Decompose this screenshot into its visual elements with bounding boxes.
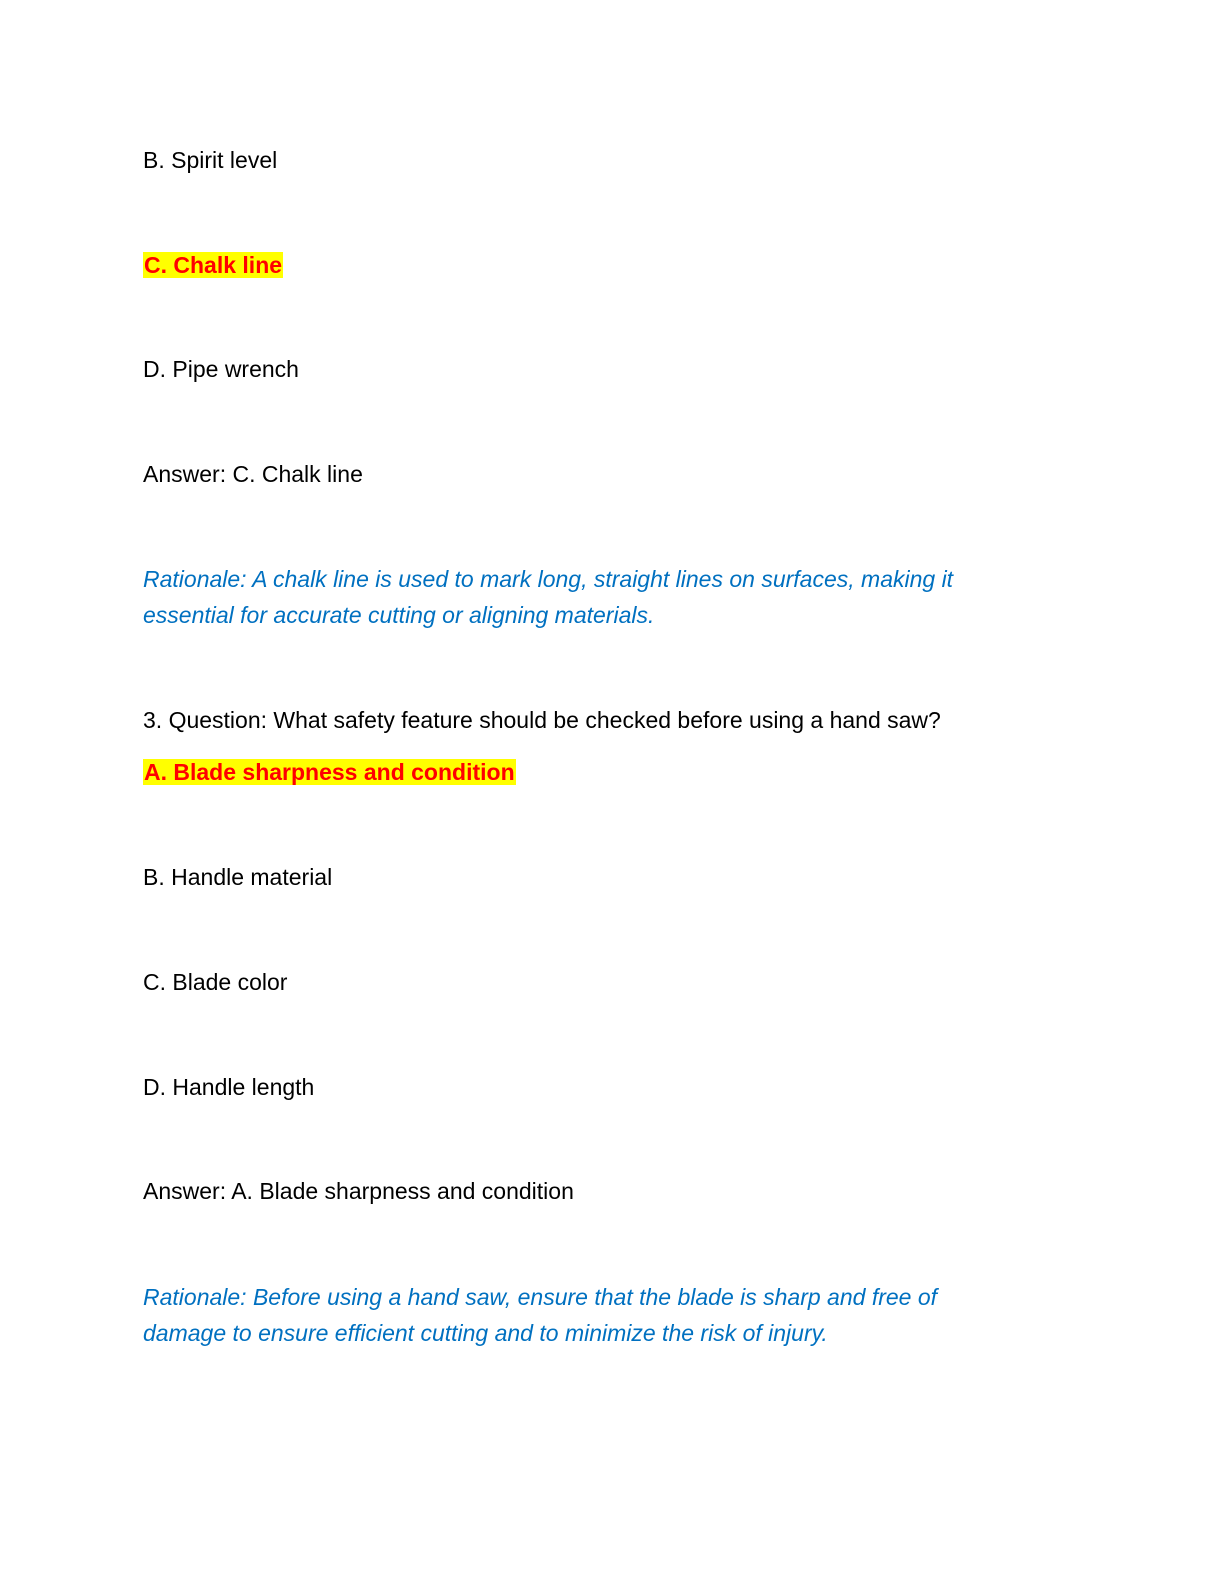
q2-option-d-text: D. Pipe wrench bbox=[143, 356, 299, 382]
q3-rationale-line-1: Rationale: Before using a hand saw, ensure that the blade is sharp and free of bbox=[143, 1284, 938, 1310]
q2-rationale-line-2: essential for accurate cutting or aligning materials. bbox=[143, 602, 655, 628]
q3-answer bbox=[143, 1173, 574, 1209]
q3-option-c-text: C. Blade color bbox=[143, 969, 288, 995]
q2-answer bbox=[143, 456, 363, 492]
q2-rationale-line-1: Rationale: A chalk line is used to mark long, straight lines on surfaces, making it bbox=[143, 566, 954, 592]
q2-rationale bbox=[143, 561, 1063, 633]
q3-highlighted-correct-option: A. Blade sharpness and condition bbox=[144, 759, 515, 785]
q2-answer-text: Answer: C. Chalk line bbox=[143, 461, 363, 487]
q3-option-b bbox=[143, 859, 332, 895]
q3-rationale bbox=[143, 1279, 1063, 1351]
q2-highlighted-correct-option: C. Chalk line bbox=[144, 252, 283, 278]
q3-option-d bbox=[143, 1069, 314, 1105]
q2-option-d bbox=[143, 351, 299, 387]
q3-question bbox=[143, 702, 941, 738]
q3-option-a-correct bbox=[143, 754, 516, 790]
q3-question-text: 3. Question: What safety feature should be checked before using a hand saw? bbox=[143, 707, 941, 733]
q3-option-c bbox=[143, 964, 287, 1000]
q2-option-b-text: B. Spirit level bbox=[143, 147, 278, 173]
q3-option-d-text: D. Handle length bbox=[143, 1074, 315, 1100]
q3-rationale-line-2: damage to ensure efficient cutting and to minimize the risk of injury. bbox=[143, 1320, 828, 1346]
q3-option-b-text: B. Handle material bbox=[143, 864, 333, 890]
q2-option-b bbox=[143, 142, 277, 178]
q3-answer-text: Answer: A. Blade sharpness and condition bbox=[143, 1178, 574, 1204]
q2-option-c-correct bbox=[143, 247, 283, 283]
